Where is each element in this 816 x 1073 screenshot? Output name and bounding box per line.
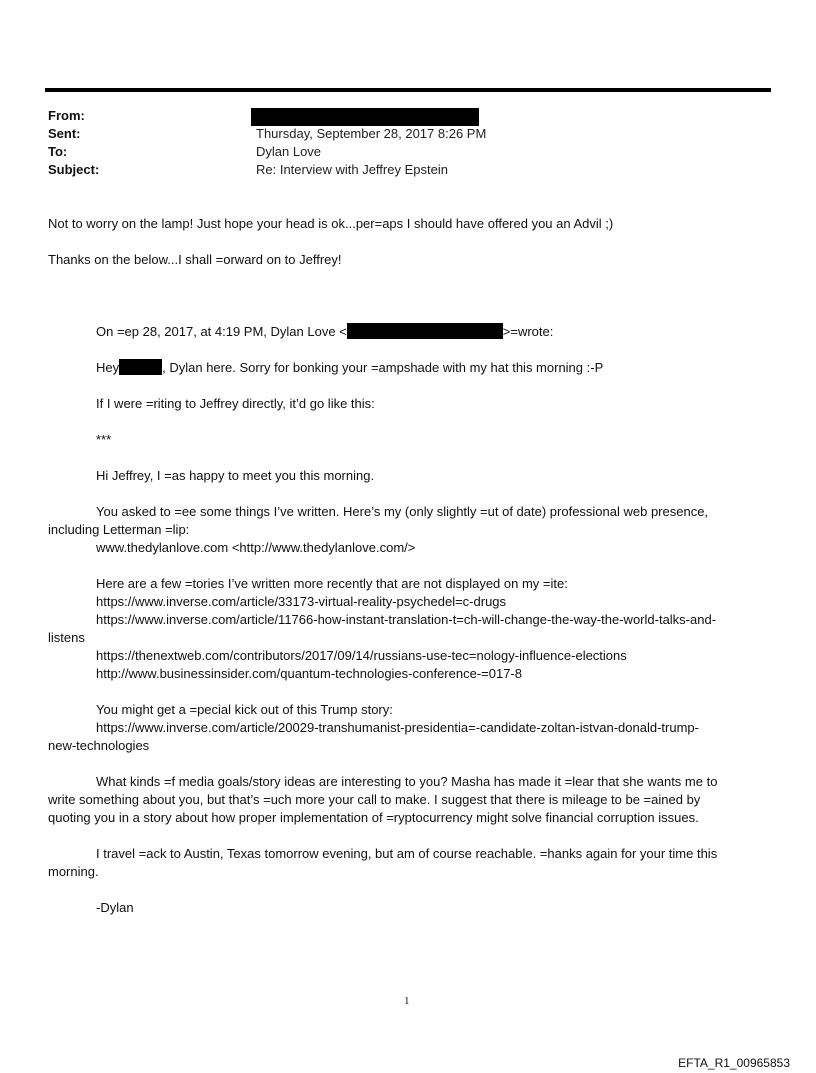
subject-value: Re: Interview with Jeffrey Epstein bbox=[256, 162, 448, 177]
story-link-4: http://www.businessinsider.com/quantum-technologies-conference-=017-8 bbox=[96, 666, 522, 681]
redacted-email bbox=[347, 323, 503, 339]
stories-intro: Here are a few =tories I’ve written more recently that are not displayed on my =ite: bbox=[96, 576, 568, 591]
asked-line-2: including Letterman =lip: bbox=[48, 522, 190, 537]
hey-rest: , Dylan here. Sorry for bonking your =ampshade with my hat this morning :-P bbox=[162, 360, 604, 375]
stars-line: *** bbox=[96, 432, 112, 447]
trump-link-cont: new-technologies bbox=[48, 738, 150, 753]
quoted-intro-wrote: >=wrote: bbox=[502, 324, 554, 339]
goals-line-2: write something about you, but that’s =uch more your call to make. I suggest that there is mileage to be =ained by bbox=[48, 792, 701, 807]
asked-line-1: You asked to =ee some things I’ve written. Here’s my (only slightly =ut of date) professional web presence, bbox=[96, 504, 709, 519]
if-line: If I were =riting to Jeffrey directly, it’d go like this: bbox=[96, 396, 375, 411]
to-value: Dylan Love bbox=[256, 144, 322, 159]
sent-value: Thursday, September 28, 2017 8:26 PM bbox=[256, 126, 487, 141]
hey-line bbox=[96, 359, 603, 377]
travel-line-1: I travel =ack to Austin, Texas tomorrow evening, but am of course reachable. =hanks again for your time this bbox=[96, 846, 718, 861]
hey-text: Hey bbox=[96, 360, 120, 375]
document-id: EFTA_R1_00965853 bbox=[678, 1056, 790, 1070]
story-link-1: https://www.inverse.com/article/33173-virtual-reality-psychedel=c-drugs bbox=[96, 594, 507, 609]
story-link-2-cont: listens bbox=[48, 630, 85, 645]
travel-line-2: morning. bbox=[48, 864, 99, 879]
site-link: www.thedylanlove.com <http://www.thedylanlove.com/> bbox=[96, 540, 416, 555]
quoted-intro bbox=[96, 323, 553, 341]
goals-line-3: quoting you in a story about how proper implementation of =ryptocurrency might solve financial corruption issues. bbox=[48, 810, 699, 825]
to-label: To: bbox=[48, 144, 68, 159]
trump-intro: You might get a =pecial kick out of this Trump story: bbox=[96, 702, 393, 717]
reply-line-2: Thanks on the below...I shall =orward on to Jeffrey! bbox=[48, 252, 342, 267]
header-rule bbox=[45, 88, 771, 92]
reply-line-1: Not to worry on the lamp! Just hope your head is ok...per=aps I should have offered you an Advil ;) bbox=[48, 216, 614, 231]
subject-label: Subject: bbox=[48, 162, 100, 177]
hi-line: Hi Jeffrey, I =as happy to meet you this morning. bbox=[96, 468, 375, 483]
sent-label: Sent: bbox=[48, 126, 81, 141]
page-number: 1 bbox=[404, 995, 410, 1007]
goals-line-1: What kinds =f media goals/story ideas are interesting to you? Masha has made it =lear that she wants me to bbox=[96, 774, 718, 789]
trump-link: https://www.inverse.com/article/20029-transhumanist-presidentia=-candidate-zoltan-istvan-donald-trump- bbox=[96, 720, 699, 735]
from-label: From: bbox=[48, 108, 85, 123]
story-link-3: https://thenextweb.com/contributors/2017/09/14/russians-use-tec=nology-influence-elections bbox=[96, 648, 627, 663]
signoff: -Dylan bbox=[96, 900, 134, 915]
quoted-intro-text: On =ep 28, 2017, at 4:19 PM, Dylan Love < bbox=[96, 324, 347, 339]
redacted-sender bbox=[251, 108, 479, 126]
redacted-name bbox=[119, 359, 162, 375]
story-link-2: https://www.inverse.com/article/11766-how-instant-translation-t=ch-will-change-the-way-the-world-talks-and- bbox=[96, 612, 717, 627]
